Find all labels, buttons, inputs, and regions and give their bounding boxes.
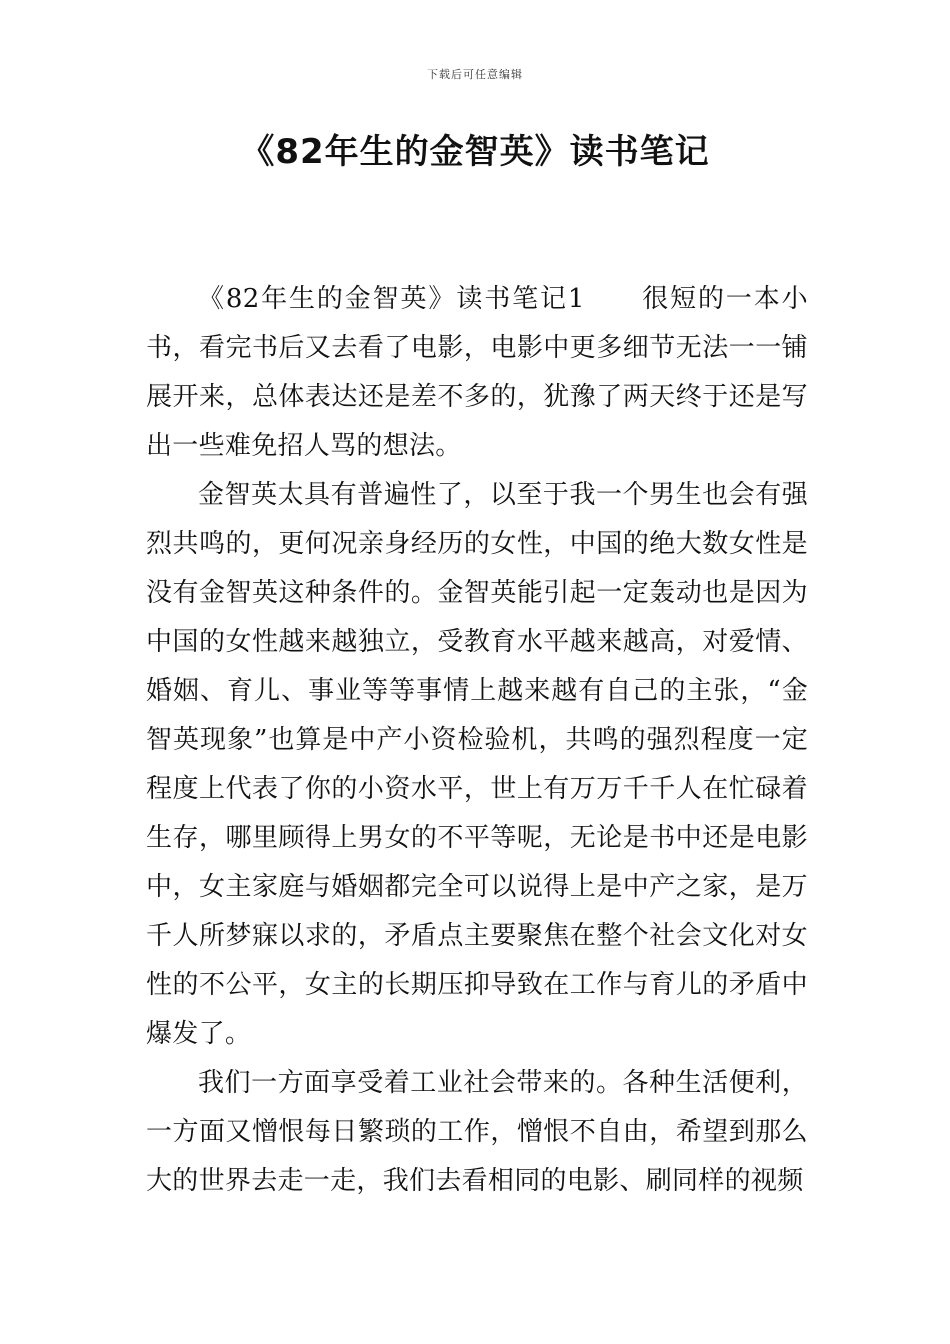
- paragraph-2: 金智英太具有普遍性了，以至于我一个男生也会有强烈共鸣的，更何况亲身经历的女性，中国的绝大数女性是没有金智英这种条件的。金智英能引起一定轰动也是因为中国的女性越来越独立，受教育水平越来越高，对爱情、婚姻、育儿、事业等等事情上越来越有自己的主张，“金智英现象”也算是中产小资检验机，共鸣的强烈程度一定程度上代表了你的小资水平，世上有万万千千人在忙碌着生存，哪里顾得上男女的不平等呢，无论是书中还是电影中，女主家庭与婚姻都完全可以说得上是中产之家，是万千人所梦寐以求的，矛盾点主要聚焦在整个社会文化对女性的不公平，女主的长期压抑导致在工作与育儿的矛盾中爆发了。: [146, 480, 808, 1049]
- document-title: 《82年生的金智英》读书笔记: [240, 132, 710, 172]
- paragraph-1-text: 很短的一本小书，看完书后又去看了电影，电影中更多细节无法一一铺展开来，总体表达还是差不多的，犹豫了两天终于还是写出一些难免招人骂的想法。: [146, 284, 808, 461]
- paragraph-1-lead: 《82年生的金智英》读书笔记1: [198, 284, 585, 314]
- document-body: [146, 275, 808, 1206]
- header-note: 下载后可任意编辑: [427, 68, 523, 81]
- paragraph-1: [146, 275, 808, 471]
- paragraph-3: 我们一方面享受着工业社会带来的。各种生活便利，一方面又憎恨每日繁琐的工作，憎恨不自由，希望到那么大的世界去走一走，我们去看相同的电影、刷同样的视频: [146, 1068, 808, 1196]
